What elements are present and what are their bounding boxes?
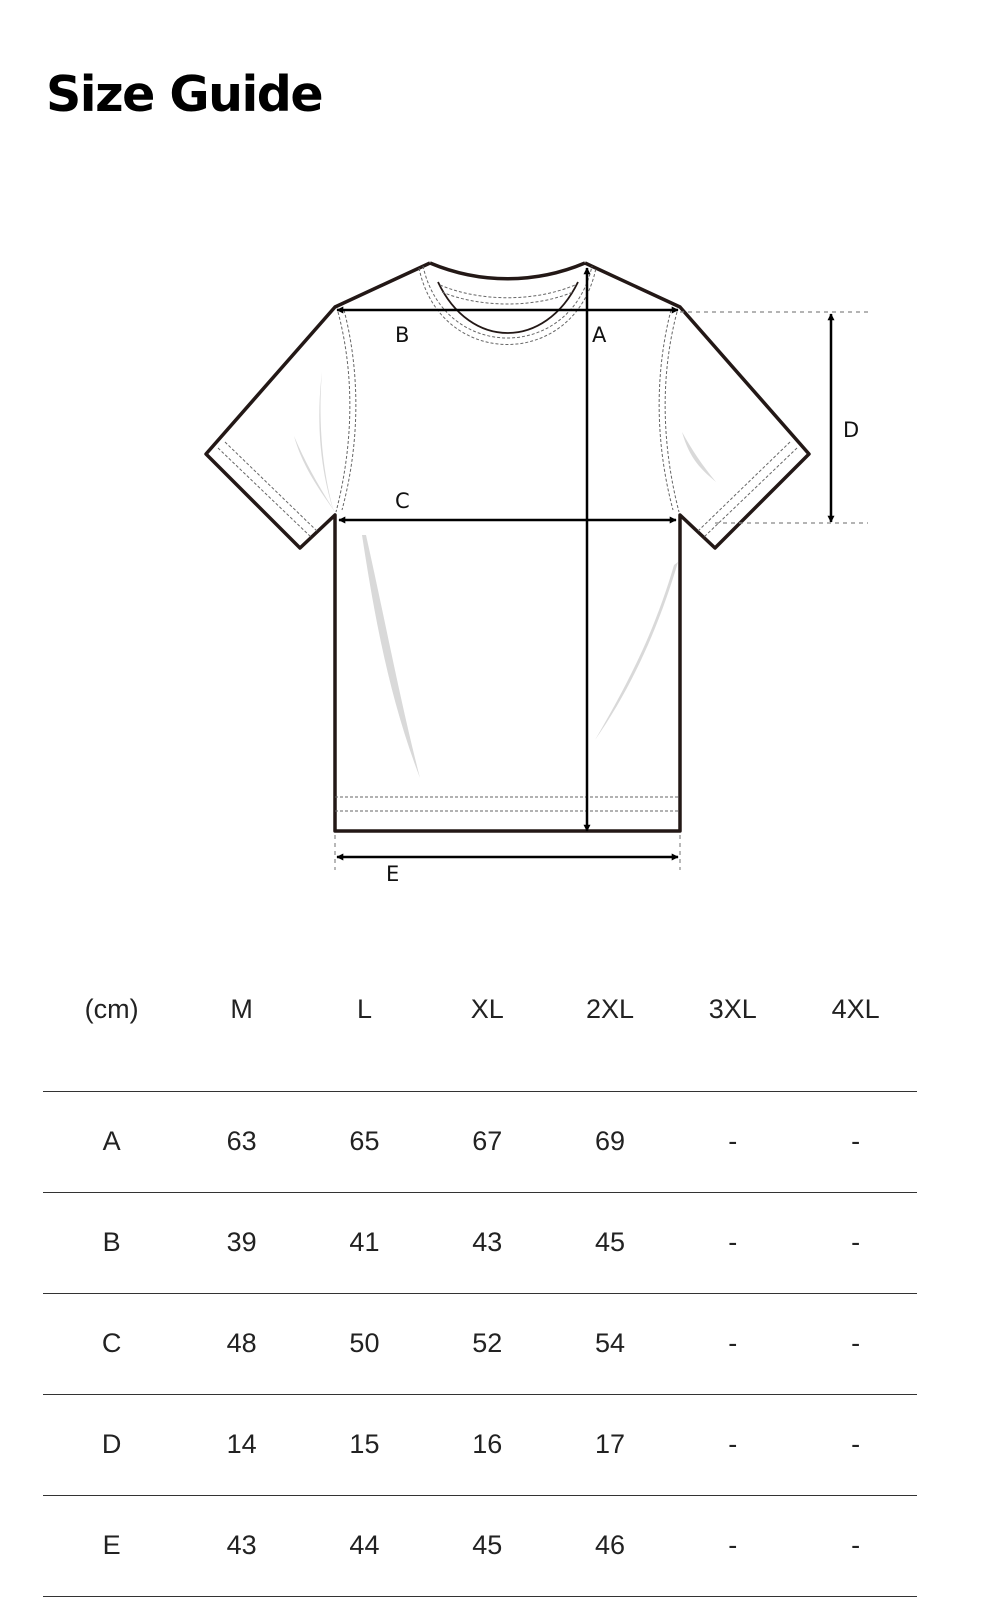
table-row — [43, 1394, 917, 1495]
label-e: E — [386, 862, 400, 886]
size-header-2xl: 2XL — [585, 994, 635, 1024]
unit-header: (cm) — [84, 994, 139, 1024]
row-label: B — [102, 1227, 121, 1257]
table-cell: 52 — [472, 1328, 503, 1358]
table-cell: 45 — [594, 1227, 626, 1257]
table-cell: - — [728, 1530, 738, 1560]
table-cell: 44 — [349, 1530, 380, 1560]
table-cell: 69 — [594, 1126, 626, 1156]
table-cell: - — [728, 1429, 738, 1459]
size-table — [43, 990, 917, 1597]
table-cell: 54 — [594, 1328, 626, 1358]
size-header-4xl: 4XL — [831, 994, 880, 1024]
table-cell: 48 — [226, 1328, 257, 1358]
table-cell: 50 — [349, 1328, 380, 1358]
table-row — [43, 1192, 917, 1293]
page-title: Size Guide — [46, 66, 323, 123]
neckline-outer — [430, 263, 585, 279]
table-cell: 41 — [349, 1227, 380, 1257]
table-cell: 16 — [472, 1429, 503, 1459]
table-cell: - — [851, 1328, 861, 1358]
guide-lines — [335, 312, 868, 870]
table-cell: 39 — [226, 1227, 257, 1257]
size-header-xl: XL — [470, 994, 504, 1024]
row-label: A — [102, 1126, 121, 1156]
table-cell: - — [728, 1328, 738, 1358]
row-label: D — [101, 1429, 122, 1459]
table-row — [43, 1293, 917, 1394]
row-label: E — [102, 1530, 121, 1560]
table-cell: 14 — [226, 1429, 257, 1459]
table-cell: - — [851, 1126, 861, 1156]
stitching — [218, 266, 797, 811]
table-row — [43, 1091, 917, 1192]
table-cell: 63 — [226, 1126, 257, 1156]
size-header-3xl: 3XL — [708, 994, 757, 1024]
size-header-l: L — [356, 994, 372, 1024]
table-cell: 45 — [472, 1530, 503, 1560]
table-cell: - — [851, 1227, 861, 1257]
neckline-inner — [438, 282, 578, 333]
label-c: C — [395, 489, 410, 513]
label-a: A — [592, 323, 607, 347]
row-label: C — [101, 1328, 122, 1358]
table-cell: 46 — [594, 1530, 626, 1560]
table-cell: - — [851, 1429, 861, 1459]
size-header-m: M — [230, 994, 253, 1024]
table-cell: 67 — [472, 1126, 503, 1156]
table-row — [43, 1495, 917, 1596]
table-cell: 15 — [349, 1429, 380, 1459]
table-cell: 17 — [594, 1429, 626, 1459]
table-cell: 43 — [472, 1227, 503, 1257]
tshirt-outline — [206, 263, 809, 831]
table-cell: - — [728, 1227, 738, 1257]
fabric-shading — [294, 372, 716, 778]
label-b: B — [395, 323, 410, 347]
size-header-row — [43, 990, 917, 1091]
table-cell: - — [728, 1126, 738, 1156]
label-d: D — [843, 418, 860, 442]
table-cell: 43 — [226, 1530, 257, 1560]
table-cell: - — [851, 1530, 861, 1560]
table-cell: 65 — [349, 1126, 380, 1156]
